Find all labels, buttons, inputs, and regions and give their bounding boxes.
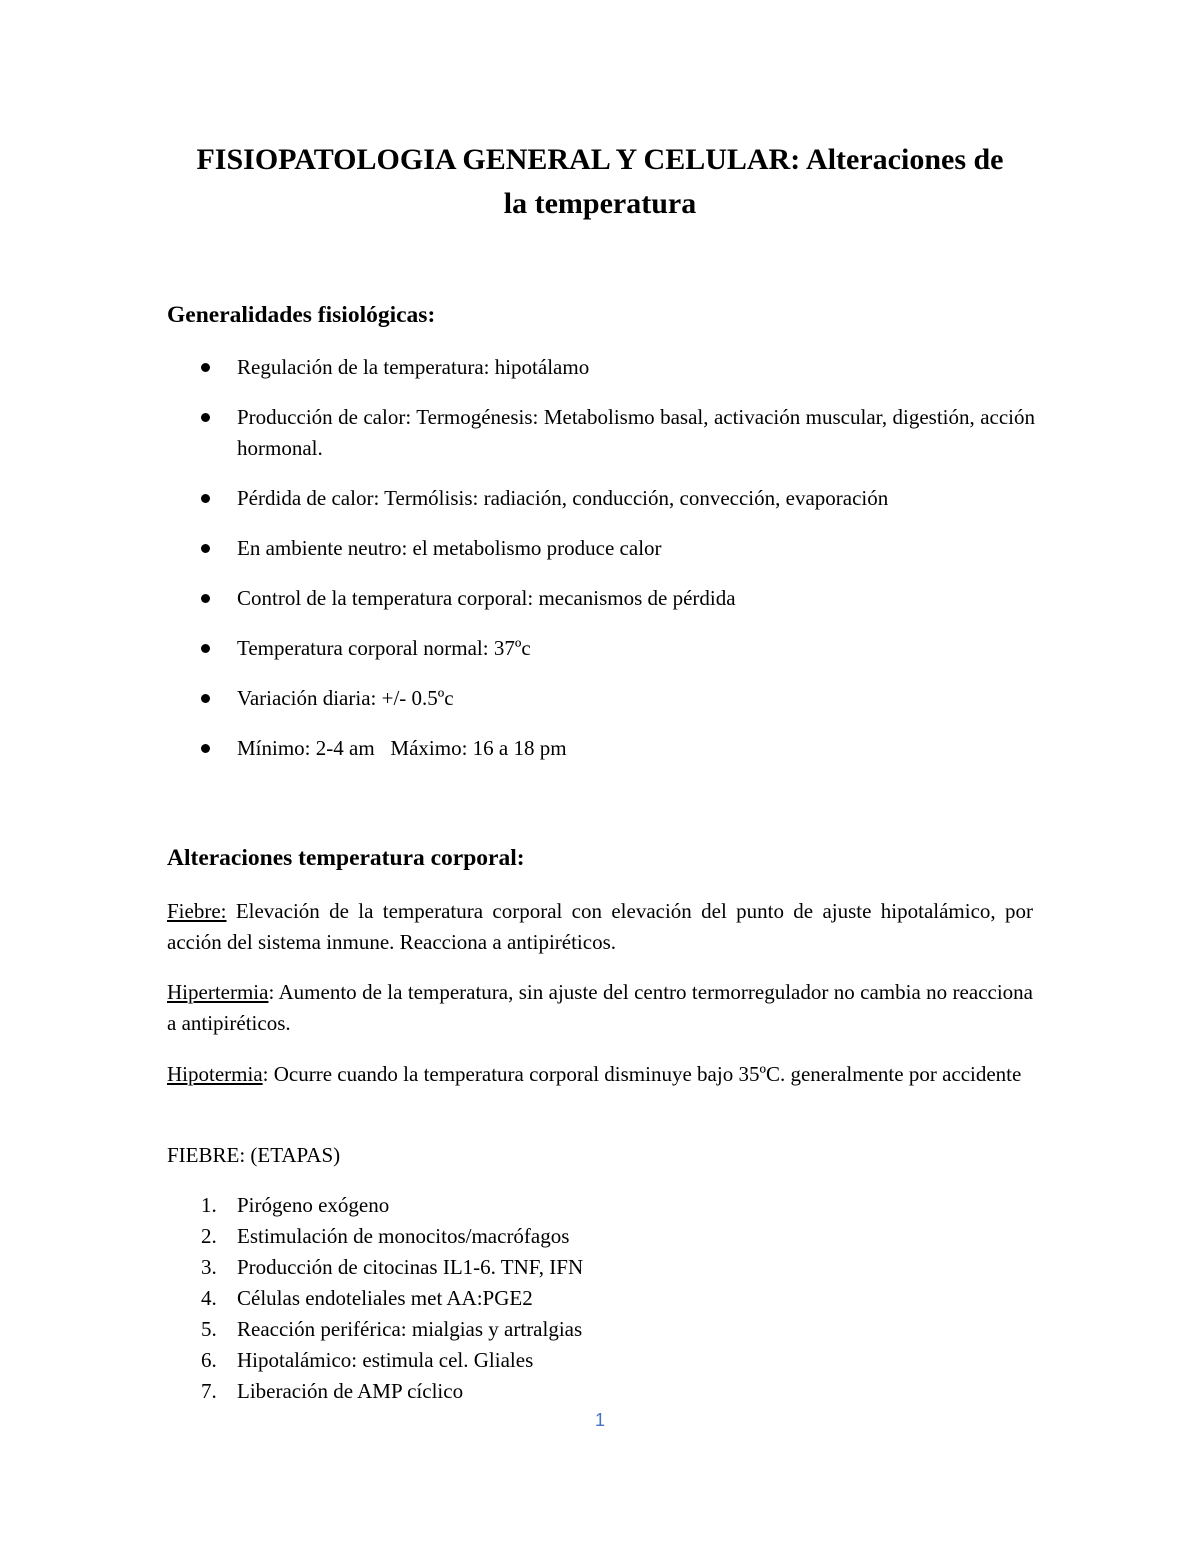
bullet-icon xyxy=(201,413,210,422)
list-item xyxy=(167,1221,583,1252)
paragraph-hipotermia xyxy=(167,1059,1033,1090)
bullet-item xyxy=(167,583,1035,614)
bullet-icon xyxy=(201,744,210,753)
bullet-item xyxy=(167,733,1035,764)
step-text: Liberación de AMP cíclico xyxy=(237,1379,464,1403)
step-text: Reacción periférica: mialgias y artralgias xyxy=(237,1317,583,1341)
bullet-icon xyxy=(201,694,210,703)
step-text: Pirógeno exógeno xyxy=(237,1193,390,1217)
list-item xyxy=(167,1345,583,1376)
bullet-item xyxy=(167,683,1035,714)
bullet-item xyxy=(167,633,1035,664)
paragraph-fiebre xyxy=(167,896,1033,958)
bullet-text: Producción de calor: Termogénesis: Metabolismo basal, activación muscular, digestión, acción hormonal. xyxy=(237,405,1035,460)
definition-hipertermia: : Aumento de la temperatura, sin ajuste del centro termorregulador no cambia no reacciona a antipiréticos. xyxy=(167,980,1033,1035)
bullet-text: Control de la temperatura corporal: mecanismos de pérdida xyxy=(237,586,736,610)
term-hipertermia: Hipertermia xyxy=(167,980,269,1004)
fiebre-etapas-list xyxy=(167,1190,583,1407)
step-text: Producción de citocinas IL1-6. TNF, IFN xyxy=(237,1255,584,1279)
title-line-2: la temperatura xyxy=(503,187,697,220)
bullet-text: En ambiente neutro: el metabolismo produce calor xyxy=(237,536,662,560)
list-item xyxy=(167,1283,583,1314)
step-text: Estimulación de monocitos/macrófagos xyxy=(237,1224,570,1248)
paragraph-hipertermia xyxy=(167,977,1033,1039)
list-item xyxy=(167,1376,583,1407)
definition-fiebre: Elevación de la temperatura corporal con elevación del punto de ajuste hipotalámico, por acción del sistema inmune. Reacciona a antipiréticos. xyxy=(167,899,1033,954)
bullet-item xyxy=(167,402,1035,464)
section-heading-alteraciones: Alteraciones temperatura corporal: xyxy=(167,845,525,871)
document-title xyxy=(140,138,1060,226)
bullet-icon xyxy=(201,644,210,653)
step-number: 3. xyxy=(201,1255,217,1279)
bullet-text: Regulación de la temperatura: hipotálamo xyxy=(237,355,590,379)
list-item xyxy=(167,1252,583,1283)
page-number: 1 xyxy=(594,1410,605,1430)
step-number: 4. xyxy=(201,1286,217,1310)
title-line-1: FISIOPATOLOGIA GENERAL Y CELULAR: Alteraciones de xyxy=(196,143,1004,176)
bullet-icon xyxy=(201,594,210,603)
step-text: Hipotalámico: estimula cel. Gliales xyxy=(237,1348,534,1372)
section-heading-generalidades: Generalidades fisiológicas: xyxy=(167,302,436,328)
step-number: 2. xyxy=(201,1224,217,1248)
bullet-item xyxy=(167,483,1035,514)
bullet-text: Mínimo: 2-4 am Máximo: 16 a 18 pm xyxy=(237,736,567,760)
generalidades-bullet-list xyxy=(167,352,1035,783)
bullet-icon xyxy=(201,363,210,372)
definition-hipotermia: : Ocurre cuando la temperatura corporal disminuye bajo 35ºC. generalmente por accidente xyxy=(262,1062,1022,1086)
step-number: 7. xyxy=(201,1379,217,1403)
list-item xyxy=(167,1190,583,1221)
list-item xyxy=(167,1314,583,1345)
step-number: 6. xyxy=(201,1348,217,1372)
term-fiebre: Fiebre: xyxy=(167,899,227,923)
step-text: Células endoteliales met AA:PGE2 xyxy=(237,1286,533,1310)
fiebre-etapas-label: FIEBRE: (ETAPAS) xyxy=(167,1143,341,1167)
bullet-item xyxy=(167,352,1035,383)
bullet-icon xyxy=(201,544,210,553)
bullet-text: Variación diaria: +/- 0.5ºc xyxy=(237,686,454,710)
bullet-icon xyxy=(201,494,210,503)
bullet-text: Temperatura corporal normal: 37ºc xyxy=(237,636,531,660)
step-number: 5. xyxy=(201,1317,217,1341)
bullet-item xyxy=(167,533,1035,564)
term-hipotermia: Hipotermia xyxy=(167,1062,263,1086)
bullet-text: Pérdida de calor: Termólisis: radiación, conducción, convección, evaporación xyxy=(237,486,889,510)
step-number: 1. xyxy=(201,1193,217,1217)
